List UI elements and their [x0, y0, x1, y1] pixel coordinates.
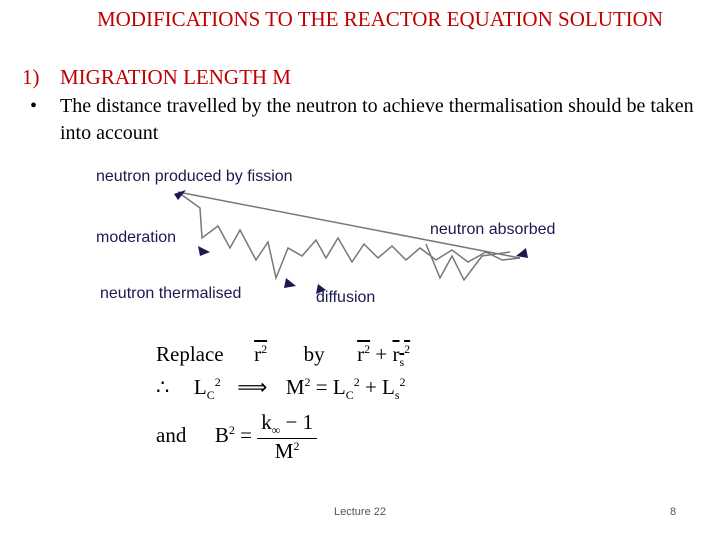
b-squared-relation: $B^2$ = $\frac{k_\infty - 1}{M^2}$: [215, 423, 317, 447]
footer-lecture: Lecture 22: [334, 506, 386, 518]
equations-block: [150, 332, 530, 462]
r-squared-term: $r^2$: [254, 342, 268, 366]
m-squared-relation: $M^2 = L_C^2 + L_s^2$: [285, 375, 406, 403]
footer-page-number: 8: [670, 506, 677, 518]
and-word: and: [156, 422, 187, 447]
neutron-path-diagram: [90, 160, 630, 310]
label-neutron-absorbed: neutron absorbed: [430, 221, 556, 238]
label-neutron-thermalised: neutron thermalised: [100, 285, 242, 302]
moderation-arrow-icon: [198, 246, 210, 256]
equation-migration: [156, 375, 406, 403]
thermalised-arrow-icon: [284, 278, 296, 288]
bullet-text: The distance travelled by the neutron to achieve thermalisation should be taken into account: [60, 95, 694, 144]
k-infinity-fraction: $\frac{k_\infty - 1}{M^2}$: [257, 410, 317, 464]
label-diffusion: diffusion: [316, 289, 376, 306]
label-moderation: moderation: [96, 229, 177, 246]
absorbed-arrow-icon: [516, 248, 528, 258]
replace-word: Replace: [156, 342, 224, 366]
by-word: by: [303, 342, 325, 366]
r-plus-rs-term: $r^2 + r_s^2$: [357, 342, 411, 370]
slide-title: MODIFICATIONS TO THE REACTOR EQUATION SOLUTION: [96, 7, 664, 31]
heading-text: MIGRATION LENGTH M: [60, 65, 291, 89]
bullet-symbol: •: [30, 95, 38, 117]
fission-arrow-icon: [174, 190, 186, 200]
equation-buckling: [156, 410, 317, 464]
equation-replace: [156, 342, 410, 370]
implies-arrow-icon: ⟹: [237, 375, 268, 399]
lc-squared-term: $L_C^2$: [193, 375, 221, 403]
therefore-symbol: ∴: [156, 375, 170, 399]
heading-number: 1): [22, 65, 40, 89]
section-heading: [22, 64, 291, 90]
label-neutron-produced: neutron produced by fission: [96, 168, 293, 185]
